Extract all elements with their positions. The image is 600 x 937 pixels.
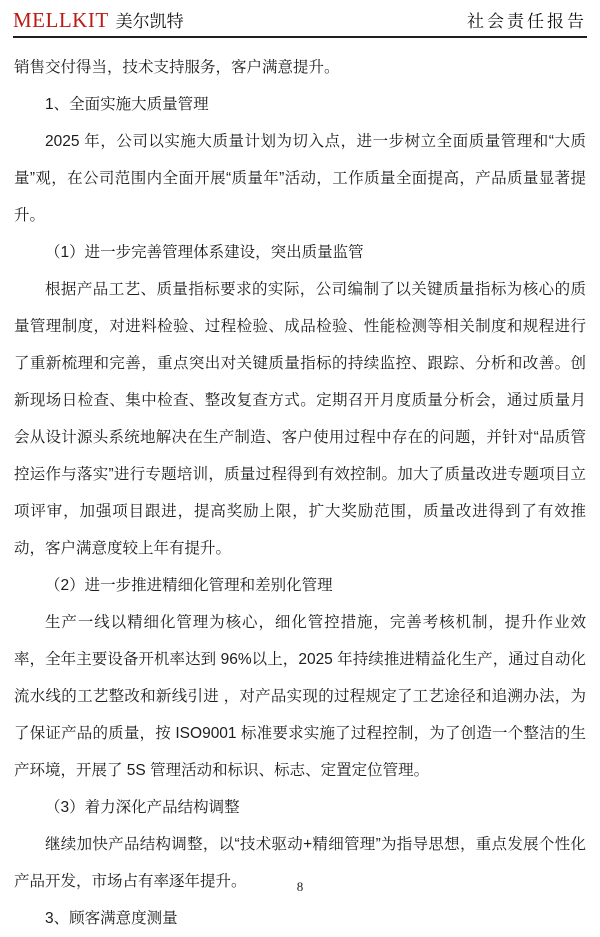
paragraph-continuation: 销售交付得当，技术支持服务，客户满意提升。 <box>14 59 340 76</box>
heading-3: 3、顾客满意度测量 <box>45 910 178 927</box>
heading-1: 1、全面实施大质量管理 <box>45 96 209 113</box>
heading-1-1: （1）进一步完善管理体系建设，突出质量监管 <box>45 244 364 261</box>
logo-latin-text: MELLKIT <box>13 8 109 32</box>
paragraph: 2025 年，公司以实施大质量计划为切入点，进一步树立全面质量管理和“大质量”观，在公司范围内全面开展“质量年”活动，工作质量全面提高，产品质量显著提升。 <box>14 133 586 224</box>
document-body <box>14 38 586 937</box>
paragraph: 根据产品工艺、质量指标要求的实际，公司编制了以关键质量指标为核心的质量管理制度，对进料检验、过程检验、成品检验、性能检测等相关制度和规程进行了重新梳理和完善，重点突出对关键质量指标的持续监控、跟踪、分析和改善。创新现场日检查、集中检查、整改复查方式。定期召开月度质量分析会，通过质量月会从设计源头系统地解决在生产制造、客户使用过程中存在的问题，并针对“品质管控运作与落实”进行专题培训，质量过程得到有效控制。加大了质量改进专题项目立项评审，加强项目跟进，提高奖励上限，扩大奖励范围，质量改进得到了有效推动，客户满意度较上年有提升。 <box>14 281 586 557</box>
page-footer <box>0 878 600 896</box>
heading-1-2: （2）进一步推进精细化管理和差别化管理 <box>45 577 333 594</box>
logo-chinese-text: 美尔凯特 <box>115 12 184 31</box>
paragraph: 生产一线以精细化管理为核心，细化管控措施，完善考核机制，提升作业效率，全年主要设备开机率达到 96%以上，2025 年持续推进精益化生产，通过自动化流水线的工艺整改和新线引进 ，对产品实现的过程规定了工艺途径和追溯办法，为了保证产品的质量，按 ISO9001 标准要求实施了过程控制，为了创造一个整洁的生产环境，开展了 5S 管理活动和标识、标志、定置定位管理。 <box>14 614 586 779</box>
page-number: 8 <box>296 879 304 894</box>
paragraph: 继续加快产品结构调整，以“技术驱动+精细管理”为指导思想，重点发展个性化产品开发，市场占有率逐年提升。 <box>14 836 586 890</box>
company-logo <box>13 7 184 33</box>
heading-1-3: （3）着力深化产品结构调整 <box>45 799 240 816</box>
page-header <box>13 0 587 38</box>
document-title: 社会责任报告 <box>467 12 587 31</box>
